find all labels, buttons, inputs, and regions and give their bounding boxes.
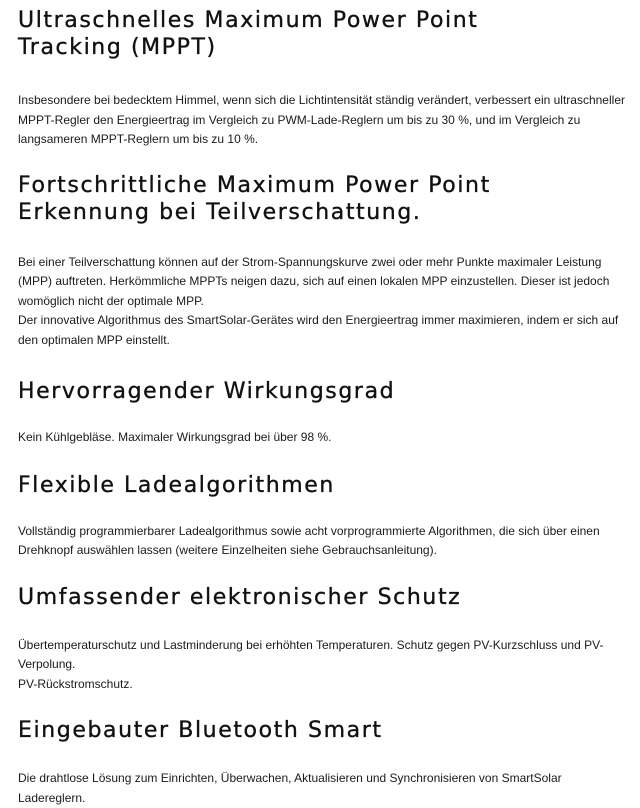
section-text bbox=[18, 91, 630, 150]
section-heading bbox=[18, 584, 630, 611]
feature-list bbox=[18, 0, 630, 808]
section-text bbox=[18, 636, 630, 695]
heading-line: Fortschrittliche Maximum Power Point bbox=[18, 172, 491, 198]
heading-line: Ultraschnelles Maximum Power Point bbox=[18, 8, 479, 33]
text-paragraph: Kein Kühlgebläse. Maximaler Wirkungsgrad bei über 98 %. bbox=[18, 430, 332, 444]
text-paragraph: Die drahtlose Lösung zum Einrichten, Überwachen, Aktualisieren und Synchronisieren von SmartSolar Ladereglern. bbox=[18, 771, 562, 805]
section-text bbox=[18, 253, 630, 351]
section-heading bbox=[18, 717, 630, 744]
text-paragraph: Insbesondere bei bedecktem Himmel, wenn sich die Lichtintensität ständig verändert, verbessert ein ultraschneller MPPT-Regler den Energieertrag im Vergleich zu PWM-Lade-Reglern um bis zu 30 %, und im Vergleich zu langsameren MPPT-Reglern um bis zu 10 %. bbox=[18, 93, 625, 146]
text-paragraph: Übertemperaturschutz und Lastminderung bei erhöhten Temperaturen. Schutz gegen PV-Kurzschluss und PV-Verpolung. bbox=[18, 637, 604, 671]
heading-line: Eingebauter Bluetooth Smart bbox=[18, 718, 383, 743]
heading-line: Hervorragender Wirkungsgrad bbox=[18, 379, 396, 404]
section-efficiency bbox=[18, 378, 630, 448]
heading-line: Tracking (MPPT) bbox=[18, 35, 217, 60]
section-heading bbox=[18, 472, 630, 499]
section-text bbox=[18, 428, 630, 448]
section-protection bbox=[18, 584, 630, 695]
heading-line: Erkennung bei Teilverschattung. bbox=[18, 199, 422, 225]
section-bluetooth bbox=[18, 717, 630, 808]
section-heading bbox=[18, 172, 630, 226]
heading-line: Umfassender elektronischer Schutz bbox=[18, 584, 462, 610]
text-paragraph: PV-Rückstromschutz. bbox=[18, 676, 133, 691]
section-partial-shading bbox=[18, 172, 630, 351]
text-paragraph: Bei einer Teilverschattung können auf der Strom-Spannungskurve zwei oder mehr Punkte maximaler Leistung (MPP) auftreten. Herkömmliche MPPTs neigen dazu, sich auf einen lokalen MPP einzustellen. Dieser ist jedoch womöglich nicht der optimale MPP. bbox=[18, 254, 610, 308]
section-text bbox=[18, 769, 630, 808]
section-heading bbox=[18, 378, 630, 405]
text-paragraph: Vollständig programmierbarer Ladealgorithmus sowie acht vorprogrammierte Algorithmen, die sich über einen Drehknopf auswählen lassen (weitere Einzelheiten siehe Gebrauchsanleitung). bbox=[18, 523, 600, 557]
section-text bbox=[18, 522, 630, 561]
heading-line: Flexible Ladealgorithmen bbox=[18, 472, 335, 498]
section-mppt bbox=[18, 7, 630, 150]
text-paragraph: Der innovative Algorithmus des SmartSolar-Gerätes wird den Energieertrag immer maximieren, indem er sich auf den optimalen MPP einstellt. bbox=[18, 313, 619, 347]
section-charge-algorithms bbox=[18, 472, 630, 561]
section-heading bbox=[18, 7, 630, 61]
